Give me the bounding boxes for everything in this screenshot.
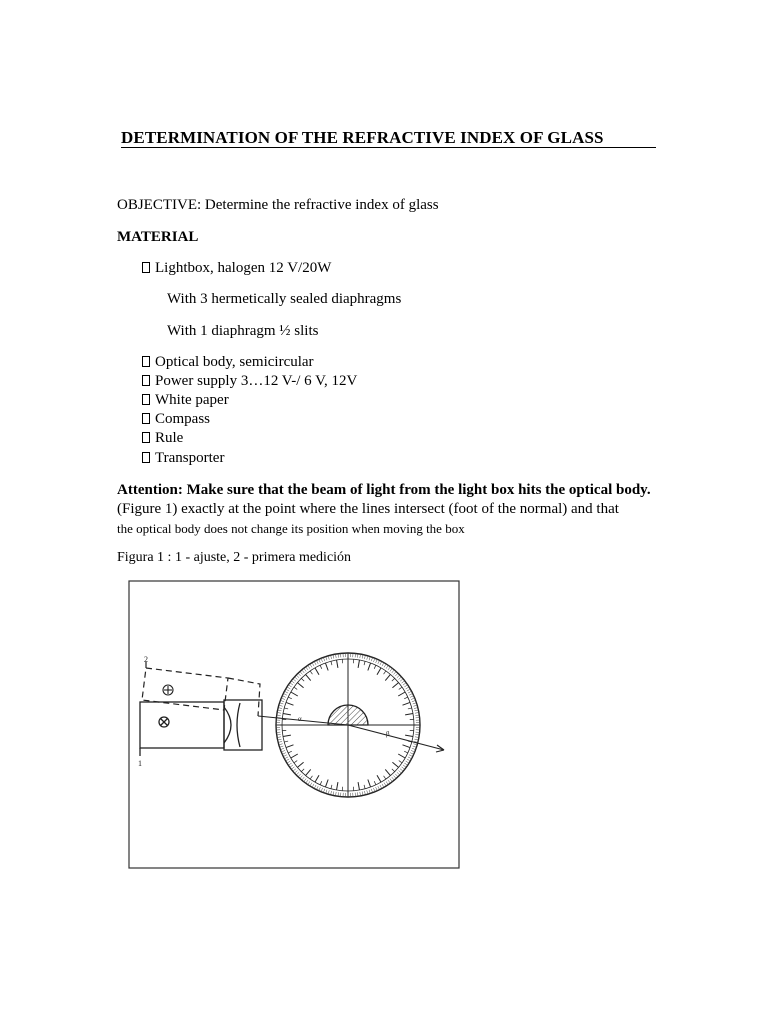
protractor-scale-mark: [326, 657, 327, 661]
checkbox-icon: [142, 452, 150, 463]
protractor-tick: [325, 663, 328, 671]
protractor-tick: [405, 735, 413, 736]
protractor-scale-mark: [283, 755, 287, 757]
protractor-tick: [405, 714, 413, 715]
protractor-scale-mark: [394, 776, 397, 779]
protractor-scale-mark: [388, 780, 390, 783]
protractor-tick: [283, 735, 291, 736]
protractor-scale-mark: [302, 777, 305, 780]
protractor-scale-mark: [390, 779, 392, 782]
checkbox-icon: [142, 262, 150, 273]
protractor-scale-mark: [319, 787, 321, 791]
protractor-tick: [374, 781, 376, 785]
protractor-scale-mark: [403, 765, 406, 767]
protractor-scale-mark: [403, 683, 406, 685]
protractor-tick: [364, 661, 365, 665]
angle-alpha-label: α: [298, 715, 302, 723]
protractor-tick: [358, 782, 359, 790]
protractor-scale-mark: [373, 658, 374, 662]
protractor-scale-mark: [402, 681, 405, 683]
protractor-scale-mark: [406, 687, 409, 689]
protractor-tick: [288, 697, 292, 699]
protractor-scale-mark: [296, 772, 299, 775]
protractor-tick: [374, 665, 376, 669]
protractor-scale-mark: [316, 660, 318, 664]
protractor-scale-mark: [280, 700, 284, 701]
protractor-scale-mark: [409, 755, 413, 757]
protractor-tick: [284, 708, 288, 709]
protractor-tick: [392, 769, 395, 772]
protractor-scale-mark: [376, 659, 378, 663]
protractor-scale-mark: [371, 789, 372, 793]
protractor-scale-mark: [404, 685, 407, 687]
protractor-scale-mark: [308, 781, 310, 784]
protractor-tick: [284, 741, 288, 742]
protractor-scale-mark: [395, 673, 398, 676]
protractor-scale-mark: [312, 784, 314, 787]
optical-body-semicircle: [328, 705, 368, 725]
protractor-tick: [297, 683, 303, 688]
protractor-scale-mark: [310, 783, 312, 786]
protractor-scale-mark: [404, 763, 407, 765]
protractor-tick: [283, 714, 291, 715]
angle-beta-label: β: [386, 730, 390, 738]
protractor-tick: [392, 683, 398, 688]
protractor-tick: [306, 674, 311, 680]
protractor-tick: [399, 687, 402, 689]
protractor-tick: [368, 663, 371, 671]
protractor-tick: [301, 769, 304, 772]
label-position-2: 2: [144, 655, 148, 664]
protractor-scale-mark: [286, 759, 289, 761]
material-item-label: Transporter: [155, 450, 225, 466]
protractor-tick: [368, 780, 371, 788]
lightbox-position-2: [142, 660, 260, 716]
material-item-lightbox: [142, 260, 331, 277]
attention-line-1: Attention: Make sure that the beam of light from the light box hits the optical body.: [117, 482, 651, 498]
material-subitem: With 3 hermetically sealed diaphragms: [167, 291, 402, 307]
checkbox-icon: [142, 413, 150, 424]
protractor-scale-mark: [326, 790, 327, 794]
protractor-scale-mark: [367, 656, 368, 660]
protractor-scale-mark: [369, 657, 370, 661]
protractor-scale-mark: [291, 681, 294, 683]
protractor-scale-mark: [293, 769, 296, 772]
material-item-label: White paper: [155, 392, 229, 408]
protractor-scale-mark: [384, 664, 386, 667]
protractor-scale-mark: [409, 693, 413, 695]
protractor-tick: [297, 762, 303, 767]
protractor-scale-mark: [302, 670, 305, 673]
protractor-scale-mark: [308, 665, 310, 668]
material-item-optical-body: [142, 354, 314, 371]
protractor-scale-mark: [280, 746, 284, 747]
material-item-label: Lightbox, halogen 12 V/20W: [155, 260, 332, 276]
protractor-tick: [399, 761, 402, 763]
protractor-tick: [331, 661, 332, 665]
protractor-tick: [294, 761, 297, 763]
protractor-scale-mark: [380, 661, 382, 665]
protractor-scale-mark: [287, 761, 290, 763]
protractor-tick: [337, 782, 338, 790]
protractor-scale-mark: [304, 779, 306, 782]
protractor-tick: [331, 785, 332, 789]
protractor-tick: [403, 745, 411, 748]
protractor-tick: [398, 692, 405, 696]
protractor-scale-mark: [291, 767, 294, 769]
protractor-scale-mark: [402, 767, 405, 769]
protractor-scale-mark: [284, 757, 288, 759]
material-item-white-paper: [142, 392, 229, 409]
protractor-tick: [320, 665, 322, 669]
protractor-tick: [320, 781, 322, 785]
protractor-tick: [288, 751, 292, 753]
protractor-tick: [364, 785, 365, 789]
protractor-scale-mark: [397, 675, 400, 678]
protractor-tick: [301, 678, 304, 681]
protractor-scale-mark: [410, 696, 414, 698]
protractor-scale-mark: [384, 783, 386, 786]
protractor-tick: [291, 692, 298, 696]
material-item-label: Compass: [155, 411, 211, 427]
protractor-scale-mark: [280, 748, 284, 749]
protractor-scale-mark: [397, 772, 400, 775]
figure-caption: Figura 1 : 1 - ajuste, 2 - primera medición: [117, 550, 352, 565]
protractor-tick: [306, 769, 311, 775]
material-item-compass: [142, 411, 210, 428]
protractor-tick: [403, 702, 411, 705]
protractor-scale-mark: [314, 661, 316, 665]
protractor-scale-mark: [284, 691, 288, 693]
protractor-scale-mark: [293, 679, 296, 682]
protractor-scale-mark: [316, 786, 318, 790]
protractor-scale-mark: [371, 657, 372, 661]
protractor-scale-mark: [410, 753, 414, 755]
checkbox-icon: [142, 394, 150, 405]
material-item-label: Rule: [155, 430, 184, 446]
protractor-tick: [315, 775, 319, 782]
protractor-scale-mark: [296, 675, 299, 678]
protractor-scale-mark: [290, 765, 293, 767]
protractor-scale-mark: [300, 776, 303, 779]
protractor-scale-mark: [376, 787, 378, 791]
protractor-scale-mark: [392, 670, 395, 673]
protractor-tick: [385, 769, 390, 775]
protractor-scale-mark: [281, 750, 285, 751]
protractor-scale-mark: [394, 671, 397, 674]
protractor-tick: [392, 762, 398, 767]
protractor-scale-mark: [306, 667, 308, 670]
protractor-tick: [286, 702, 294, 705]
protractor-tick: [315, 668, 319, 675]
protractor-scale-mark: [399, 677, 402, 680]
protractor-scale-mark: [319, 659, 321, 663]
protractor-scale-mark: [304, 668, 306, 671]
material-heading: MATERIAL: [117, 229, 199, 245]
checkbox-icon: [142, 375, 150, 386]
figure-1-diagram: [128, 580, 460, 870]
protractor-scale-mark: [408, 691, 412, 693]
protractor-scale-mark: [412, 748, 416, 749]
protractor-scale-mark: [298, 673, 301, 676]
material-item-transporter: [142, 450, 224, 467]
objective-text: OBJECTIVE: Determine the refractive index of glass: [117, 197, 439, 213]
protractor-tick: [408, 708, 412, 709]
protractor-scale-mark: [413, 746, 417, 747]
protractor-tick: [384, 671, 386, 674]
protractor-tick: [377, 775, 381, 782]
protractor-scale-mark: [369, 790, 370, 794]
material-item-label: Power supply 3…12 V-/ 6 V, 12V: [155, 373, 358, 389]
protractor-scale-mark: [400, 769, 403, 772]
protractor-scale-mark: [288, 763, 291, 765]
attention-line-3: the optical body does not change its position when moving the box: [117, 521, 465, 536]
protractor-scale-mark: [390, 668, 392, 671]
protractor-scale-mark: [382, 663, 384, 666]
material-item-label: Optical body, semicircular: [155, 354, 314, 370]
protractor-scale-mark: [294, 677, 297, 680]
protractor-scale-mark: [380, 785, 382, 789]
protractor-scale-mark: [280, 703, 284, 704]
protractor-scale-mark: [413, 705, 417, 706]
protractor-scale-mark: [306, 780, 308, 783]
protractor-scale-mark: [392, 777, 395, 780]
protractor-scale-mark: [399, 771, 402, 774]
protractor-scale-mark: [407, 689, 410, 691]
checkbox-icon: [142, 432, 150, 443]
protractor-scale-mark: [283, 693, 287, 695]
protractor-scale-mark: [312, 663, 314, 666]
protractor-scale-mark: [300, 671, 303, 674]
protractor-tick: [310, 671, 312, 674]
protractor-tick: [398, 754, 405, 758]
protractor-scale-mark: [373, 788, 374, 792]
protractor-scale-mark: [406, 761, 409, 763]
protractor-scale-mark: [407, 759, 410, 761]
protractor-scale-mark: [388, 667, 390, 670]
protractor-scale-mark: [328, 790, 329, 794]
label-position-1: 1: [138, 759, 142, 768]
page-title: DETERMINATION OF THE REFRACTIVE INDEX OF GLASS: [121, 128, 604, 147]
protractor-scale-mark: [367, 790, 368, 794]
protractor-scale-mark: [413, 703, 417, 704]
protractor-scale-mark: [386, 781, 388, 784]
material-subitem: With 1 diaphragm ½ slits: [167, 323, 319, 339]
protractor-tick: [291, 754, 298, 758]
protractor-scale-mark: [294, 771, 297, 774]
protractor-scale-mark: [282, 696, 286, 698]
protractor-tick: [337, 660, 338, 668]
protractor-scale-mark: [310, 664, 312, 667]
checkbox-icon: [142, 356, 150, 367]
protractor-scale-mark: [395, 774, 398, 777]
protractor-scale-mark: [281, 698, 285, 699]
lamp-icon-position-2: [163, 685, 173, 695]
protractor-scale-mark: [321, 658, 322, 662]
protractor-scale-mark: [382, 784, 384, 787]
protractor-scale-mark: [411, 750, 415, 751]
protractor-tick: [358, 660, 359, 668]
attention-line-2: (Figure 1) exactly at the point where the lines intersect (foot of the normal) and that: [117, 501, 619, 517]
protractor-scale-mark: [298, 774, 301, 777]
protractor-scale-mark: [282, 753, 286, 755]
protractor-tick: [392, 678, 395, 681]
protractor-scale-mark: [400, 679, 403, 682]
protractor-scale-mark: [386, 665, 388, 668]
protractor-tick: [310, 776, 312, 779]
protractor-scale-mark: [286, 689, 289, 691]
protractor-tick: [377, 668, 381, 675]
protractor-tick: [294, 687, 297, 689]
protractor-scale-mark: [323, 789, 324, 793]
protractor-scale-mark: [287, 687, 290, 689]
protractor-scale-mark: [314, 785, 316, 789]
protractor-scale-mark: [321, 788, 322, 792]
protractor-tick: [385, 674, 390, 680]
protractor-scale-mark: [279, 705, 283, 706]
protractor-tick: [404, 751, 408, 753]
protractor-scale-mark: [411, 698, 415, 699]
protractor-scale-mark: [279, 744, 283, 745]
protractor-scale-mark: [378, 660, 380, 664]
protractor-scale-mark: [290, 683, 293, 685]
material-item-power-supply: [142, 373, 357, 390]
lightbox-position-1: [140, 700, 262, 756]
protractor-tick: [325, 780, 328, 788]
protractor-tick: [384, 776, 386, 779]
protractor-scale-mark: [412, 700, 416, 701]
protractor-scale-mark: [288, 685, 291, 687]
protractor-scale-mark: [378, 786, 380, 790]
title-underline: [121, 147, 656, 148]
protractor-scale-mark: [408, 757, 412, 759]
protractor-scale-mark: [328, 656, 329, 660]
protractor-tick: [404, 697, 408, 699]
protractor-scale-mark: [323, 657, 324, 661]
protractor-scale-mark: [413, 744, 417, 745]
material-item-rule: [142, 430, 183, 447]
protractor-tick: [286, 745, 294, 748]
